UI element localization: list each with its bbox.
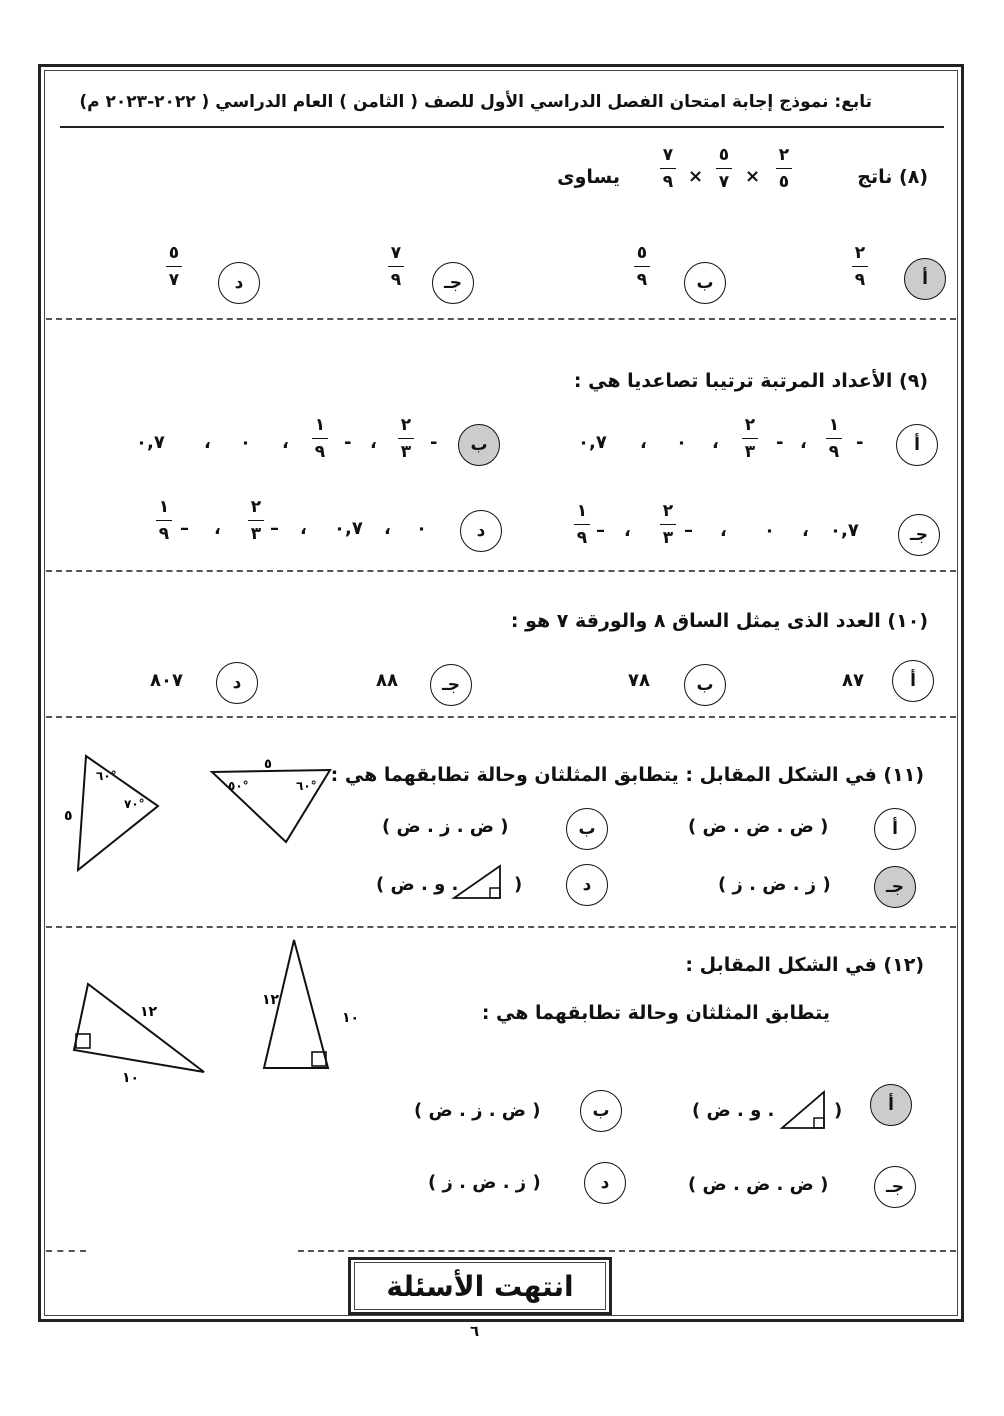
q9-c-zero: ٠ — [764, 520, 775, 541]
q10-option-b-letter[interactable]: ب — [684, 664, 726, 706]
end-of-questions-box: انتهت الأسئلة — [348, 1257, 612, 1315]
header-underline — [60, 126, 944, 128]
q8-option-a-letter[interactable]: أ — [904, 258, 946, 300]
q11-option-d-rest: . و . ض ) — [376, 874, 459, 895]
q8-option-a-value: ٢ ٩ — [852, 242, 868, 291]
q9-b-decimal: ٠,٧ — [136, 432, 165, 453]
q12-fig-left-base: ١٠ — [122, 1070, 140, 1086]
q9-d-sep-2: ، — [300, 518, 307, 539]
q9-question: (٩) الأعداد المرتبة ترتيبا تصاعديا هي : — [573, 370, 928, 392]
q9-c-sep-3: ، — [624, 520, 631, 541]
q9-c-frac-2: ١ ٩ — [574, 500, 590, 549]
divider — [46, 716, 956, 718]
q11-fig-label-b: ٧٠° — [124, 797, 145, 811]
q9-b-sep-2: ، — [282, 432, 289, 453]
q10-option-d-letter[interactable]: د — [216, 662, 258, 704]
q9-a-frac-2: ٢ ٣ — [742, 414, 758, 463]
q9-d-dash-2: – — [180, 518, 189, 539]
q10-option-a-value: ٨٧ — [842, 670, 864, 691]
q8-option-c-value: ٧ ٩ — [388, 242, 404, 291]
q9-a-sep-3: ، — [640, 432, 647, 453]
q9-c-sep-1: ، — [802, 520, 809, 541]
q12-question-line2: يتطابق المثلثان وحالة تطابقهما هي : — [481, 1002, 830, 1024]
q8-tail: يساوى — [557, 166, 620, 188]
q9-option-d-letter[interactable]: د — [460, 510, 502, 552]
q8-frac-3: ٧ ٩ — [660, 144, 676, 193]
q8-frac-2: ٥ ٧ — [716, 144, 732, 193]
q8-option-d-letter[interactable]: د — [218, 262, 260, 304]
q8-lead: (٨) ناتج — [857, 166, 928, 188]
q11-option-d-open: ( — [514, 874, 523, 895]
q9-option-b-letter[interactable]: ب — [458, 424, 500, 466]
q9-a-minus-1: - — [856, 432, 864, 453]
q8-option-c-letter[interactable]: جـ — [432, 262, 474, 304]
q8-times-2: × — [688, 166, 704, 187]
q12-figure — [60, 934, 380, 1084]
q11-option-a-value: ( ض . ض . ض ) — [688, 816, 829, 837]
q9-a-sep-1: ، — [800, 432, 807, 453]
q9-b-minus-2: - — [344, 432, 352, 453]
divider — [46, 570, 956, 572]
q11-fig-label-top: ٥ — [264, 757, 272, 772]
q9-d-dash-1: – — [270, 518, 279, 539]
q8-option-d-value: ٥ ٧ — [166, 242, 182, 291]
q10-option-d-value: ٨٠٧ — [150, 670, 183, 691]
q11-option-d-letter[interactable]: د — [566, 864, 608, 906]
q9-d-frac-2: ١ ٩ — [156, 496, 172, 545]
q11-question: (١١) في الشكل المقابل : يتطابق المثلثان وحالة تطابقهما هي : — [330, 764, 924, 786]
q11-left-triangle — [78, 756, 158, 870]
end-box-inner-border — [354, 1262, 606, 1310]
q9-a-zero: ٠ — [676, 432, 687, 453]
q10-option-b-value: ٧٨ — [628, 670, 650, 691]
q9-c-decimal: ٠,٧ — [830, 520, 859, 541]
q12-option-a-open: ( — [834, 1100, 843, 1121]
q9-c-dash-1: – — [684, 520, 693, 541]
q12-option-d-letter[interactable]: د — [584, 1162, 626, 1204]
divider — [298, 1250, 956, 1252]
q11-figure — [60, 740, 360, 880]
q12-option-a-letter[interactable]: أ — [870, 1084, 912, 1126]
q12-question-line1: (١٢) في الشكل المقابل : — [685, 954, 924, 976]
q9-a-frac-1: ١ ٩ — [826, 414, 842, 463]
q9-b-sep-1: ، — [370, 432, 377, 453]
q9-b-sep-3: ، — [204, 432, 211, 453]
q11-option-b-value: ( ض . ز . ض ) — [382, 816, 509, 837]
divider — [46, 1250, 86, 1252]
q11-option-a-letter[interactable]: أ — [874, 808, 916, 850]
q11-fig-label-a: ٦٠° — [96, 769, 117, 783]
divider — [46, 318, 956, 320]
q12-fig-right-side: ١٠ — [342, 1010, 360, 1026]
q8-frac-1: ٢ ٥ — [776, 144, 792, 193]
q9-d-frac-1: ٢ ٣ — [248, 496, 264, 545]
q8-times-1: × — [745, 166, 761, 187]
q11-fig-label-side: ٥ — [64, 808, 73, 824]
q11-option-c-letter[interactable]: جـ — [874, 866, 916, 908]
q12-fig-left-hyp: ١٢ — [140, 1004, 158, 1020]
q12-option-b-value: ( ض . ز . ض ) — [414, 1100, 541, 1121]
q9-b-frac-2: ١ ٩ — [312, 414, 328, 463]
q9-d-sep-1: ، — [384, 518, 391, 539]
q9-c-dash-2: – — [596, 520, 605, 541]
q8-option-b-letter[interactable]: ب — [684, 262, 726, 304]
q12-option-d-value: ( ز . ض . ز ) — [428, 1172, 541, 1193]
q9-a-minus-2: - — [776, 432, 784, 453]
q12-option-c-value: ( ض . ض . ض ) — [688, 1174, 829, 1195]
q9-c-sep-2: ، — [720, 520, 727, 541]
q12-option-b-letter[interactable]: ب — [580, 1090, 622, 1132]
q9-option-a-letter[interactable]: أ — [896, 424, 938, 466]
q9-b-minus-1: - — [430, 432, 438, 453]
q12-fig-right-hyp: ١٢ — [262, 992, 280, 1008]
q12-option-c-letter[interactable]: جـ — [874, 1166, 916, 1208]
page-header: تابع: نموذج إجابة امتحان الفصل الدراسي الأول للصف ( الثامن ) العام الدراسي ( ٢٠٢٢-٢٠٢٣ م) — [79, 92, 872, 112]
q9-option-c-letter[interactable]: جـ — [898, 514, 940, 556]
q8-option-b-value: ٥ ٩ — [634, 242, 650, 291]
q10-option-c-value: ٨٨ — [376, 670, 398, 691]
q9-d-decimal: ٠,٧ — [334, 518, 363, 539]
q9-a-decimal: ٠,٧ — [578, 432, 607, 453]
q11-fig-label-d: ٦٠° — [296, 779, 317, 793]
page-number: ٦ — [470, 1322, 480, 1340]
q11-option-c-value: ( ز . ض . ز ) — [718, 874, 831, 895]
q12-left-triangle — [74, 984, 204, 1072]
q11-fig-label-c: ٥٠° — [228, 779, 249, 793]
q9-a-sep-2: ، — [712, 432, 719, 453]
q9-d-sep-3: ، — [214, 518, 221, 539]
divider — [46, 926, 956, 928]
q9-d-zero: ٠ — [416, 518, 427, 539]
right-triangle-icon — [450, 862, 506, 902]
q10-option-c-letter[interactable]: جـ — [430, 664, 472, 706]
q9-b-frac-1: ٢ ٣ — [398, 414, 414, 463]
q12-option-a-rest: . و . ض ) — [692, 1100, 775, 1121]
q9-b-zero: ٠ — [240, 432, 251, 453]
right-triangle-icon — [778, 1088, 834, 1132]
q11-option-b-letter[interactable]: ب — [566, 808, 608, 850]
q10-question: (١٠) العدد الذى يمثل الساق ٨ والورقة ٧ هو : — [510, 610, 928, 632]
q10-option-a-letter[interactable]: أ — [892, 660, 934, 702]
q9-c-frac-1: ٢ ٣ — [660, 500, 676, 549]
